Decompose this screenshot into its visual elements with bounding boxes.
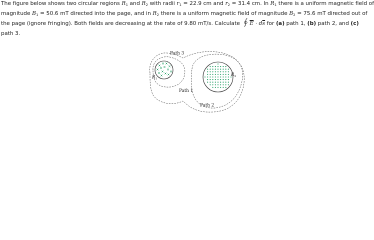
radius-2-value: = 31.4 cm. In (230, 1, 271, 7)
field-dot (228, 76, 229, 77)
field-dot (225, 76, 226, 77)
field-dot (217, 66, 218, 67)
field-dot (215, 69, 216, 70)
field-dot (220, 76, 221, 77)
problem-text: with radii (147, 1, 177, 7)
field-dot (212, 76, 213, 77)
differential-d: d (258, 21, 263, 28)
region-r1-label: R1 (152, 75, 158, 81)
field-dot (212, 66, 213, 67)
field-dot (220, 71, 221, 72)
field-dot (207, 71, 208, 72)
field-dot (210, 74, 211, 75)
field-2-symbol: B (289, 10, 294, 17)
field-dot (212, 79, 213, 80)
electric-field-vector: $\overline{E}$ (249, 21, 254, 28)
part-c-label: (c) (350, 21, 359, 28)
field-dot (217, 79, 218, 80)
field-dot (220, 69, 221, 70)
problem-text: there is a uniform magnetic field of (276, 1, 374, 7)
field-dot (215, 84, 216, 85)
field-dot (215, 76, 216, 77)
part-a-label: (a) (275, 21, 285, 28)
field-dot (217, 74, 218, 75)
radius-2-symbol: r (225, 1, 228, 7)
problem-line-1 (1, 0, 374, 10)
field-dot (217, 63, 218, 64)
field-dot (223, 71, 224, 72)
field-dot (215, 82, 216, 83)
radius-1-value: = 22.9 cm and (181, 1, 226, 7)
field-dot (225, 87, 226, 88)
field-dot (225, 71, 226, 72)
field-dot (210, 66, 211, 67)
problem-text: for (265, 21, 276, 28)
field-dot (217, 84, 218, 85)
field-dot (228, 69, 229, 70)
field-dot (215, 66, 216, 67)
field-dot (223, 84, 224, 85)
field-dot (225, 74, 226, 75)
problem-text: and (127, 1, 142, 7)
field-dot (207, 69, 208, 70)
problem-statement (1, 0, 374, 39)
region-1-subscript: 1 (125, 3, 128, 7)
field-dot (225, 66, 226, 67)
field-dot (212, 69, 213, 70)
field-dot (217, 82, 218, 83)
path-3-label: Path 3 (170, 51, 185, 57)
field-dot (228, 74, 229, 75)
field-dot (215, 87, 216, 88)
path-element-vector: $\overline{s}$ (262, 21, 266, 28)
problem-text: there is a uniform magnetic field of magnitude (159, 10, 290, 17)
field-1-value: = 50.6 mT directed into the page, and in (38, 10, 153, 17)
field-dot (225, 69, 226, 70)
field-dot (212, 87, 213, 88)
region-2-subscript: 2 (156, 12, 160, 17)
field-dot (228, 84, 229, 85)
field-dot (212, 71, 213, 72)
field-dot (223, 79, 224, 80)
field-dot (217, 87, 218, 88)
field-dot (223, 74, 224, 75)
field-dot (210, 82, 211, 83)
path-1-label: Path 1 (179, 89, 194, 94)
part-c-text: path 3. (1, 30, 21, 37)
field-dot (223, 87, 224, 88)
field-dot (223, 66, 224, 67)
figure-svg (149, 51, 245, 113)
circular-regions-figure (149, 51, 245, 113)
field-dot (207, 79, 208, 80)
field-dot (207, 82, 208, 83)
region-1-subscript: 1 (274, 3, 277, 7)
field-dot (217, 69, 218, 70)
field-dot (210, 71, 211, 72)
radius-1-symbol: r (176, 1, 180, 7)
field-dot (220, 74, 221, 75)
field-dot (212, 74, 213, 75)
field-dot (207, 74, 208, 75)
field-dot (215, 71, 216, 72)
part-b-text: path 2, and (316, 21, 351, 28)
field-dot (220, 82, 221, 83)
field-dot (220, 87, 221, 88)
region-r2-label: R2 (231, 73, 237, 78)
problem-text: The figure below shows two circular regions (1, 1, 122, 7)
field-dot (220, 84, 221, 85)
field-1-symbol: B (32, 10, 37, 17)
field-dot (215, 74, 216, 75)
problem-text: the page (ignore fringing). Both fields are decreasing at the rate of 9.80 mT/s. Calculate (1, 21, 242, 28)
field-dot (225, 82, 226, 83)
field-2-value: = 75.6 mT directed out of (295, 10, 368, 17)
problem-line-4 (1, 30, 348, 40)
field-dot (225, 79, 226, 80)
field-dot (215, 79, 216, 80)
field-dot (207, 76, 208, 77)
field-dot (210, 79, 211, 80)
field-dot (223, 76, 224, 77)
field-dot (228, 79, 229, 80)
field-dot (212, 82, 213, 83)
field-dot (228, 82, 229, 83)
field-dot (220, 79, 221, 80)
radius-1-subscript: 1 (179, 3, 182, 7)
problem-line-3 (1, 19, 359, 30)
part-a-text: path 1, (284, 21, 308, 28)
field-dot (220, 66, 221, 67)
region-2-symbol: R (141, 1, 146, 7)
problem-text: magnitude (1, 10, 33, 17)
problem-line-2 (1, 10, 368, 20)
field-dot (217, 76, 218, 77)
field-dot (228, 71, 229, 72)
closed-line-integral-icon (242, 19, 250, 27)
region-1-symbol: R (121, 1, 126, 7)
region-1-symbol: R (270, 1, 275, 7)
field-dot (223, 69, 224, 70)
field-dot (204, 76, 205, 77)
field-dot (210, 69, 211, 70)
field-dot (223, 82, 224, 83)
field-dot (210, 76, 211, 77)
field-dot (217, 71, 218, 72)
field-dot (212, 84, 213, 85)
radius-2-subscript: 2 (227, 3, 231, 7)
part-b-label: (b) (307, 21, 317, 28)
field-dot (210, 84, 211, 85)
field-2-subscript: 2 (293, 12, 296, 17)
field-dot (225, 84, 226, 85)
dot-product-symbol: · (253, 21, 259, 28)
path-2-label: Path 2 (200, 103, 215, 109)
region-2-subscript: 2 (145, 3, 148, 7)
region-2-symbol: R (152, 10, 157, 17)
field-1-subscript: 1 (36, 12, 39, 17)
